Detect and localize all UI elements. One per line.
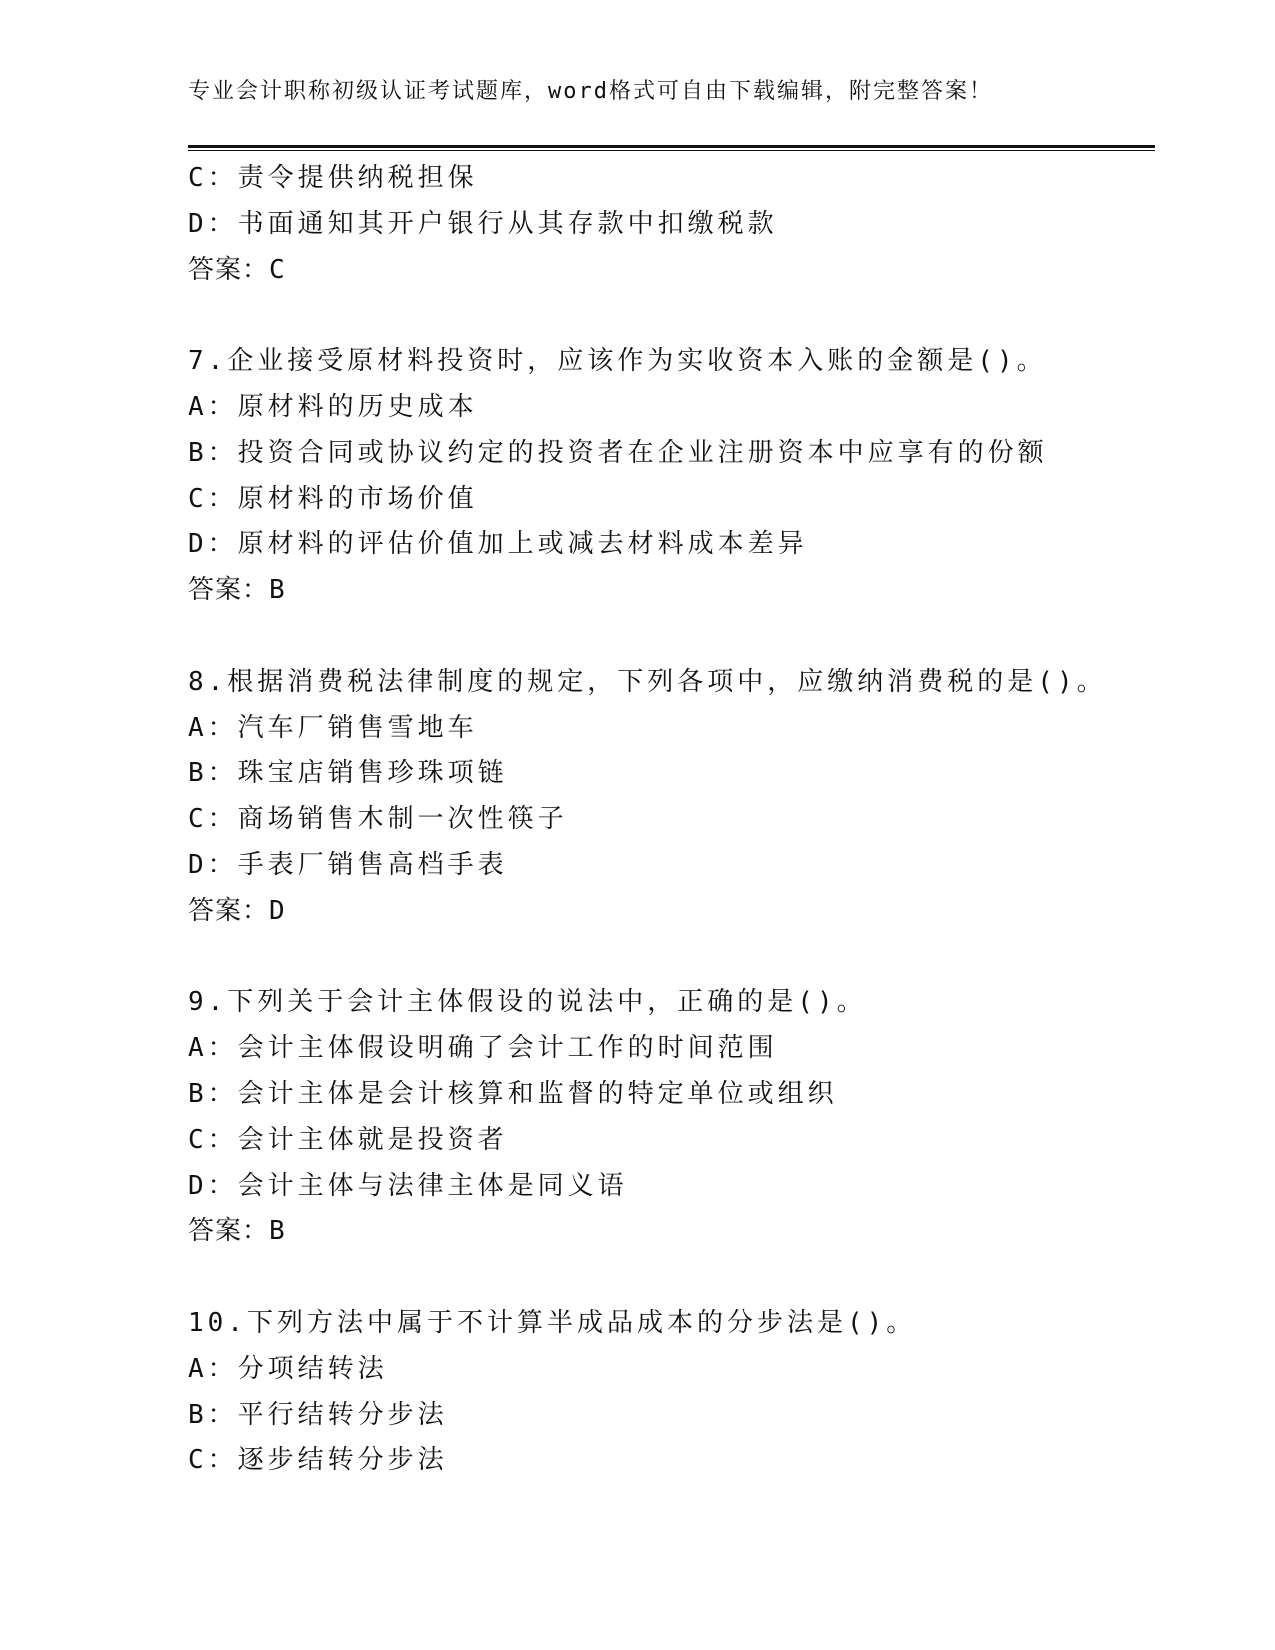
option-b: B：会计主体是会计核算和监督的特定单位或组织 <box>188 1078 838 1109</box>
option-b: B：平行结转分步法 <box>188 1399 448 1430</box>
question-10: 10.下列方法中属于不计算半成品成本的分步法是()。 <box>188 1307 917 1338</box>
option-a: A：汽车厂销售雪地车 <box>188 712 478 743</box>
option-b: B：投资合同或协议约定的投资者在企业注册资本中应享有的份额 <box>188 437 1048 468</box>
option-d: D：会计主体与法律主体是同义语 <box>188 1170 628 1201</box>
question-gap <box>188 1255 1148 1301</box>
option-c: C：会计主体就是投资者 <box>188 1124 508 1155</box>
answer-line: 答案：C <box>188 254 286 285</box>
question-gap <box>188 614 1148 660</box>
page-header: 专业会计职称初级认证考试题库，word格式可自由下载编辑，附完整答案！ <box>188 79 993 104</box>
option-d: D：书面通知其开户银行从其存款中扣缴税款 <box>188 208 778 239</box>
option-c: C：原材料的市场价值 <box>188 483 478 514</box>
option-d: D：原材料的评估价值加上或减去材料成本差异 <box>188 529 808 560</box>
question-7: 7.企业接受原材料投资时，应该作为实收资本入账的金额是()。 <box>188 346 1047 377</box>
option-c: C：商场销售木制一次性筷子 <box>188 804 568 835</box>
option-c: C：责令提供纳税担保 <box>188 163 478 193</box>
answer-line: 答案：D <box>188 895 286 926</box>
option-a: A：分项结转法 <box>188 1353 388 1384</box>
option-a: A：会计主体假设明确了会计工作的时间范围 <box>188 1033 778 1064</box>
header-divider <box>188 145 1155 151</box>
question-list <box>188 156 1148 1484</box>
question-gap <box>188 935 1148 981</box>
option-c: C：逐步结转分步法 <box>188 1445 448 1476</box>
option-b: B：珠宝店销售珍珠项链 <box>188 758 508 789</box>
answer-line: 答案：B <box>188 575 286 606</box>
question-gap <box>188 293 1148 339</box>
option-a: A：原材料的历史成本 <box>188 391 478 422</box>
answer-line: 答案：B <box>188 1216 286 1247</box>
question-8: 8.根据消费税法律制度的规定，下列各项中，应缴纳消费税的是()。 <box>188 666 1107 697</box>
option-d: D：手表厂销售高档手表 <box>188 849 508 880</box>
question-9: 9.下列关于会计主体假设的说法中，正确的是()。 <box>188 987 867 1018</box>
